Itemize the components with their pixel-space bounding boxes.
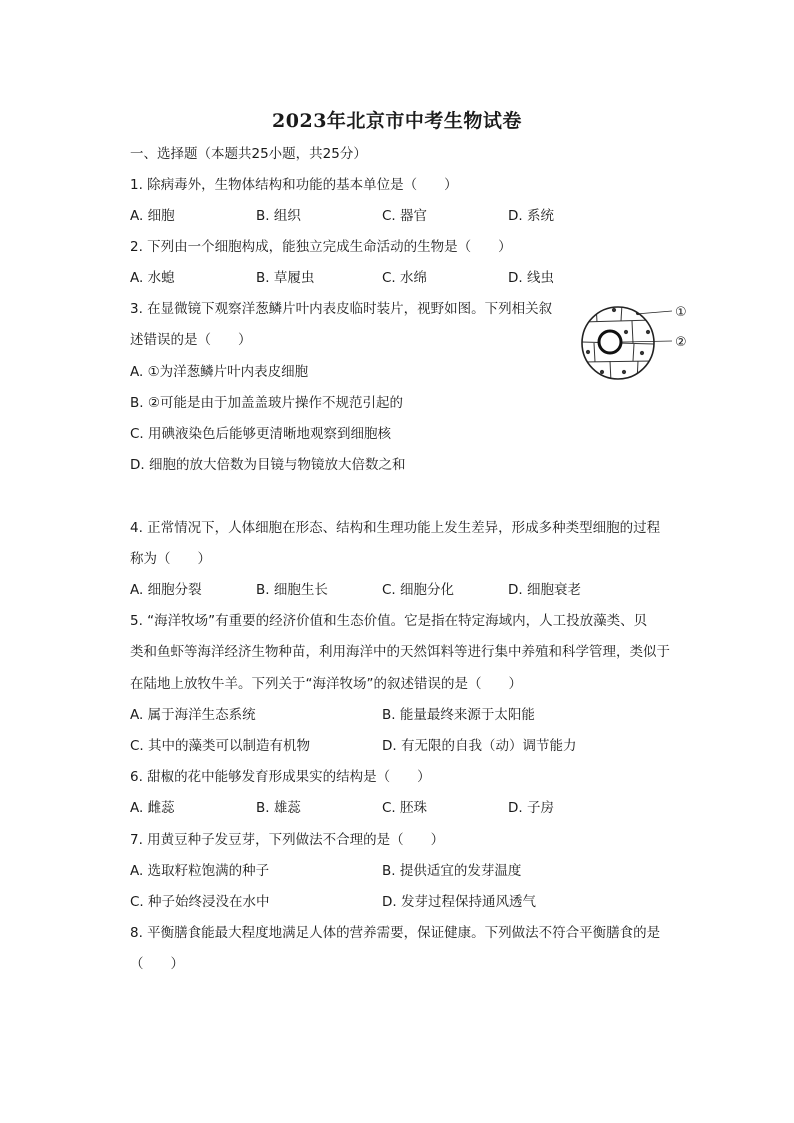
question-5-stem-line3: 在陆地上放牧牛羊。下列关于“海洋牧场”的叙述错误的是（ ） bbox=[130, 676, 522, 692]
q5-option-b[interactable]: B. 能量最终来源于太阳能 bbox=[382, 707, 535, 723]
q1-option-c[interactable]: C. 器官 bbox=[382, 208, 428, 224]
q4-option-c[interactable]: C. 细胞分化 bbox=[382, 582, 455, 598]
label-2: ② bbox=[675, 335, 687, 350]
q2-option-a[interactable]: A. 水螅 bbox=[130, 270, 175, 286]
label-1: ① bbox=[675, 305, 687, 320]
section-heading: 一、选择题（本题共25小题，共25分） bbox=[130, 146, 367, 162]
q5-option-a[interactable]: A. 属于海洋生态系统 bbox=[130, 707, 256, 723]
q6-option-a[interactable]: A. 雌蕊 bbox=[130, 800, 175, 816]
q3-option-d[interactable]: D. 细胞的放大倍数为目镜与物镜放大倍数之和 bbox=[130, 457, 406, 473]
q1-option-d[interactable]: D. 系统 bbox=[508, 208, 554, 224]
q4-option-d[interactable]: D. 细胞衰老 bbox=[508, 582, 581, 598]
question-8-stem-line1: 8. 平衡膳食能最大程度地满足人体的营养需要，保证健康。下列做法不符合平衡膳食的是 bbox=[130, 925, 661, 941]
q2-option-d[interactable]: D. 线虫 bbox=[508, 270, 554, 286]
q1-option-a[interactable]: A. 细胞 bbox=[130, 208, 175, 224]
q5-option-d[interactable]: D. 有无限的自我（动）调节能力 bbox=[382, 738, 577, 754]
q6-option-b[interactable]: B. 雄蕊 bbox=[256, 800, 301, 816]
air-bubble bbox=[599, 331, 621, 353]
question-5-stem-line2: 类和鱼虾等海洋经济生物种苗，利用海洋中的天然饵料等进行集中养殖和科学管理，类似于 bbox=[130, 644, 670, 660]
question-4-stem-line2: 称为（ ） bbox=[130, 551, 211, 567]
label-2-leader bbox=[622, 341, 672, 342]
question-7-stem: 7. 用黄豆种子发豆芽，下列做法不合理的是（ ） bbox=[130, 832, 445, 848]
question-3-stem-line1: 3. 在显微镜下观察洋葱鳞片叶内表皮临时装片，视野如图。下列相关叙 bbox=[130, 301, 553, 317]
q3-option-c[interactable]: C. 用碘液染色后能够更清晰地观察到细胞核 bbox=[130, 426, 392, 442]
q2-option-b[interactable]: B. 草履虫 bbox=[256, 270, 315, 286]
question-4-stem-line1: 4. 正常情况下，人体细胞在形态、结构和生理功能上发生差异，形成多种类型细胞的过程 bbox=[130, 520, 661, 536]
q6-option-c[interactable]: C. 胚珠 bbox=[382, 800, 428, 816]
q1-option-b[interactable]: B. 组织 bbox=[256, 208, 301, 224]
question-6-stem: 6. 甜椒的花中能够发育形成果实的结构是（ ） bbox=[130, 769, 431, 785]
q4-option-a[interactable]: A. 细胞分裂 bbox=[130, 582, 202, 598]
q6-option-d[interactable]: D. 子房 bbox=[508, 800, 554, 816]
q3-option-a[interactable]: A. ①为洋葱鳞片叶内表皮细胞 bbox=[130, 364, 309, 380]
q5-option-c[interactable]: C. 其中的藻类可以制造有机物 bbox=[130, 738, 311, 754]
question-5-stem-line1: 5. “海洋牧场”有重要的经济价值和生态价值。它是指在特定海域内，人工投放藻类、贝 bbox=[130, 613, 648, 629]
q7-option-b[interactable]: B. 提供适宜的发芽温度 bbox=[382, 863, 522, 879]
q4-option-b[interactable]: B. 细胞生长 bbox=[256, 582, 328, 598]
question-2-stem: 2. 下列由一个细胞构成，能独立完成生命活动的生物是（ ） bbox=[130, 239, 512, 255]
label-1-leader bbox=[636, 311, 672, 314]
question-3-stem-line2: 述错误的是（ ） bbox=[130, 332, 252, 348]
microscope-field-figure bbox=[576, 298, 696, 388]
question-1-stem: 1. 除病毒外，生物体结构和功能的基本单位是（ ） bbox=[130, 177, 458, 193]
exam-title: 2023年北京市中考生物试卷 bbox=[272, 110, 522, 132]
q3-option-b[interactable]: B. ②可能是由于加盖盖玻片操作不规范引起的 bbox=[130, 395, 403, 411]
q7-option-c[interactable]: C. 种子始终浸没在水中 bbox=[130, 894, 270, 910]
q7-option-a[interactable]: A. 选取籽粒饱满的种子 bbox=[130, 863, 270, 879]
question-8-stem-line2: （ ） bbox=[130, 956, 184, 972]
q7-option-d[interactable]: D. 发芽过程保持通风透气 bbox=[382, 894, 536, 910]
q2-option-c[interactable]: C. 水绵 bbox=[382, 270, 428, 286]
